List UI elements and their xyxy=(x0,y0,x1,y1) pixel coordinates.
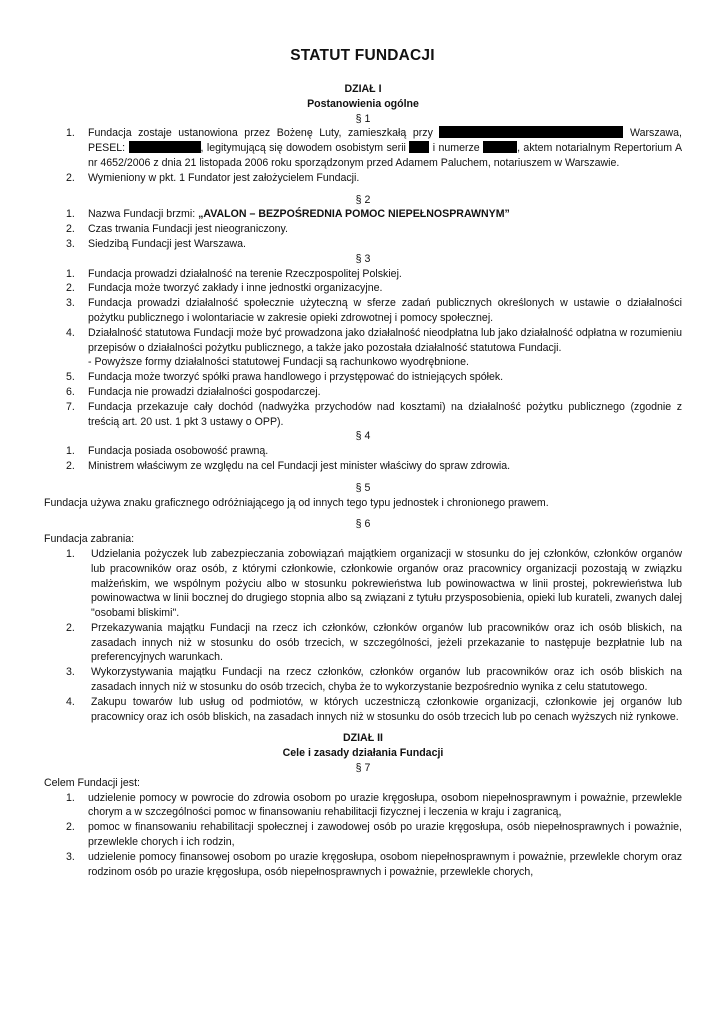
item-text: Wymieniony w pkt. 1 Fundator jest założycielem Fundacji. xyxy=(88,171,360,184)
item-number: 1. xyxy=(66,791,75,804)
item-number: 2. xyxy=(66,171,75,184)
item-text: udzielenie pomocy w powrocie do zdrowia osobom po urazie kręgosłupa, osobom niepełnosprawnym i poważnie, przewlekle chorym a w szczególności pomoc w finansowaniu rehabilitacji fizycznej i leczenia w kraju i zagranicą, xyxy=(88,791,682,819)
section-heading: DZIAŁ II xyxy=(342,732,384,745)
list-item xyxy=(44,400,682,430)
list-item xyxy=(44,126,682,170)
paragraph-sign: § 1 xyxy=(355,112,371,125)
paragraph-sign: § 6 xyxy=(355,518,371,531)
redacted-pesel xyxy=(129,141,201,153)
item-text: udzielenie pomocy finansowej osobom po urazie kręgosłupa, osobom niepełnosprawnym i poważnie, przewlekle chorym oraz rodzinom osób po urazie kręgosłupa, osób niepełnosprawnych i poważnie, przewlekle chorych, xyxy=(88,850,682,878)
redacted-id-number xyxy=(483,141,517,153)
item-number: 1. xyxy=(66,208,75,221)
item-text: Działalność statutowa Fundacji może być prowadzona jako działalność nieodpłatna lub jako działalność odpłatna w rozumieniu przepisów o działalności pożytku publicznego, a także jako pozostała działalność statutowa Fundacji. xyxy=(88,326,682,354)
list-item xyxy=(44,385,682,400)
item-number: 2. xyxy=(66,282,75,295)
item-text: Fundacja posiada osobowość prawną. xyxy=(88,445,269,458)
paragraph-sign: § 4 xyxy=(355,430,371,443)
paragraph-sign: § 3 xyxy=(355,252,371,265)
item-text: Nazwa Fundacji brzmi: xyxy=(88,208,199,221)
list-item xyxy=(44,281,682,296)
item-number: 2. xyxy=(66,223,75,236)
item-number: 3. xyxy=(66,297,75,310)
paragraph-sign: § 2 xyxy=(355,193,371,206)
item-number: 4. xyxy=(66,326,75,339)
item-text: Zakupu towarów lub usług od podmiotów, w których uczestniczą członkowie organizacji, członkowie jej organów lub pracownicy oraz ich osób bliskich, na zasadach innych niż w stosunku do osób trzecich lub po cenach wyższych niż rynkowe. xyxy=(91,695,682,723)
list-item xyxy=(44,370,682,385)
list-item xyxy=(44,222,682,237)
item-text: Fundacja prowadzi działalność społecznie użyteczną w sferze zadań publicznych określonych w ustawie o działalności pożytku publicznego i wolontariacie w zakresie opieki zdrowotnej i pomocy społecznej. xyxy=(88,297,682,324)
list-item xyxy=(44,267,682,282)
item-number: 3. xyxy=(66,850,75,863)
item-text: Siedzibą Fundacji jest Warszawa. xyxy=(88,237,246,250)
section-heading: DZIAŁ I xyxy=(344,83,382,95)
list-item xyxy=(44,207,682,222)
item-text: Ministrem właściwym ze względu na cel Fundacji jest minister właściwy do spraw zdrowia. xyxy=(88,459,511,472)
item-number: 7. xyxy=(66,400,75,413)
item-text: Fundacja zostaje ustanowiona przez Bożenę Luty, zamieszkałą przy xyxy=(88,127,440,140)
item-text: Fundacja może tworzyć zakłady i inne jednostki organizacyjne. xyxy=(88,282,383,295)
item-number: 5. xyxy=(66,371,75,384)
item-number: 3. xyxy=(66,666,75,679)
paragraph-sign: § 5 xyxy=(355,481,371,494)
item-number: 3. xyxy=(66,237,75,250)
list-item xyxy=(44,665,682,695)
item-number: 2. xyxy=(66,821,75,834)
item-text: Czas trwania Fundacji jest nieograniczony. xyxy=(88,223,289,236)
paragraph-text: Fundacja używa znaku graficznego odróżniającego ją od innych tego typu jednostek i chronionego prawem. xyxy=(44,496,549,509)
redacted-address xyxy=(439,126,623,138)
paragraph-sign: § 7 xyxy=(355,762,371,775)
item-text: Fundacja może tworzyć spółki prawa handlowego i przystępować do istniejących spółek. xyxy=(88,371,504,384)
section-subheading: Cele i zasady działania Fundacji xyxy=(282,747,444,760)
section-subheading: Postanowienia ogólne xyxy=(307,97,419,110)
list-item xyxy=(44,326,682,370)
item-text: Warszawa, PESEL: xyxy=(88,127,682,155)
item-number: 1. xyxy=(66,547,75,560)
item-number: 4. xyxy=(66,695,75,708)
list-item xyxy=(44,296,682,326)
item-text: Fundacja prowadzi działalność na terenie Rzeczpospolitej Polskiej. xyxy=(88,267,402,280)
item-text: Udzielania pożyczek lub zabezpieczania zobowiązań majątkiem organizacji w stosunku do jej członków, członków organów lub pracowników oraz osób, z którymi członkowie, członkowie organów oraz pracownicy organizacji pozostają w związku małżeńskim, we wspólnym pożyciu albo w stosunku pokrewieństwa lub powinowactwa w linii prostej, pokrewieństwa lub powinowactwa w linii bocznej do drugiego stopnia albo są związani z tytułu przysposobienia, opieki lub kurateli, zwanych dalej "osobami bliskimi". xyxy=(91,547,682,620)
list-item xyxy=(44,237,682,252)
list-item xyxy=(44,444,682,459)
list-item xyxy=(44,791,682,821)
paragraph-intro: Celem Fundacji jest: xyxy=(44,776,140,789)
list-item xyxy=(44,621,682,665)
redacted-id-series xyxy=(409,141,429,153)
item-number: 2. xyxy=(66,621,75,634)
item-number: 2. xyxy=(66,459,75,472)
foundation-name: „AVALON – BEZPOŚREDNIA POMOC NIEPEŁNOSPRAWNYM” xyxy=(198,208,510,221)
item-text: , legitymującą się dowodem osobistym serii xyxy=(200,142,410,155)
paragraph-intro: Fundacja zabrania: xyxy=(44,533,135,546)
document-body xyxy=(44,82,682,879)
list-item xyxy=(44,695,682,725)
list-item xyxy=(44,459,682,474)
list-item xyxy=(44,171,682,186)
item-number: 6. xyxy=(66,385,75,398)
item-text: , aktem notarialnym Repertorium A nr 4652/2006 z dnia 21 listopada 2006 roku sporządzonym przed Adamem Paluchem, notariuszem w Warszawie. xyxy=(88,142,683,169)
item-text: Wykorzystywania majątku Fundacji na rzecz członków, członków organów lub pracowników oraz ich osób bliskich na zasadach innych niż w stosunku do osób trzecich, chyba że to wykorzystanie bezpośrednio wynika z celu statutowego. xyxy=(91,666,682,694)
item-number: 1. xyxy=(66,445,75,458)
item-text: Przekazywania majątku Fundacji na rzecz ich członków, członków organów lub pracowników oraz ich osób bliskich, na zasadach innych niż w stosunku do osób trzecich, w szczególności, jeżeli przekazanie to następuje bezpłatnie lub na preferencyjnych warunkach. xyxy=(91,621,682,664)
list-item xyxy=(44,820,682,850)
item-text: Fundacja przekazuje cały dochód (nadwyżka przychodów nad kosztami) na działalność pożytku publicznego (zgodnie z treścią art. 20 ust. 1 pkt 3 ustawy o OPP). xyxy=(88,400,682,428)
item-note: - Powyższe formy działalności statutowej Fundacji są rachunkowo wyodrębnione. xyxy=(88,356,469,369)
item-text: Fundacja nie prowadzi działalności gospodarczej. xyxy=(88,385,321,398)
item-text: i numerze xyxy=(429,142,484,155)
list-item xyxy=(44,850,682,880)
list-item xyxy=(44,547,682,621)
item-text: pomoc w finansowaniu rehabilitacji społecznej i zawodowej osób po urazie kręgosłupa, osób niepełnosprawnych i poważnie, przewlekle chorych i ich rodzin, xyxy=(88,821,682,849)
item-number: 1. xyxy=(66,267,75,280)
document-title: STATUT FUNDACJI xyxy=(290,47,435,64)
item-number: 1. xyxy=(66,127,75,140)
